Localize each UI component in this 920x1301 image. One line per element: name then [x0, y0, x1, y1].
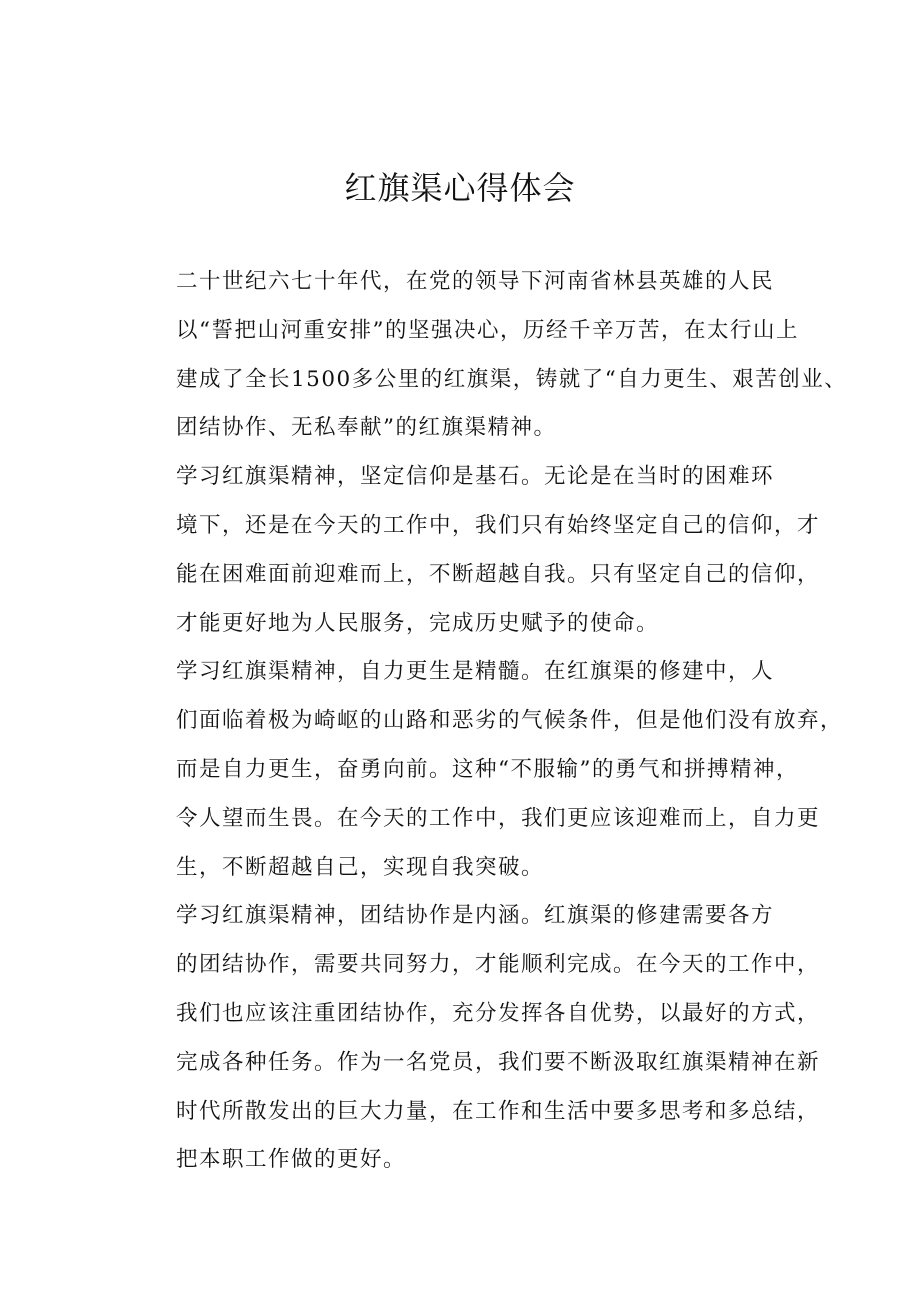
text-line: 二十世纪六七十年代，在党的领导下河南省林县英雄的人民: [176, 269, 775, 294]
text-line: 时代所散发出的巨大力量，在工作和生活中要多思考和多总结，: [176, 1098, 821, 1124]
text-line: 令人望而生畏。在今天的工作中，我们更应该迎难而上，自力更: [176, 805, 821, 831]
text-line: 生，不断超越自己，实现自我突破。: [176, 854, 545, 880]
paragraph-self-reliance: [133, 648, 844, 892]
text-line: 的团结协作，需要共同努力，才能顺利完成。在今天的工作中，: [176, 952, 821, 978]
text-line: 学习红旗渠精神，坚定信仰是基石。无论是在当时的困难环: [176, 464, 775, 490]
document-body: [133, 258, 848, 1185]
text-line: 团结协作、无私奉献”的红旗渠精神。: [176, 415, 557, 441]
document-title: 红旗渠心得体会: [344, 169, 576, 207]
paragraph-faith: [133, 453, 821, 648]
paragraph-intro: [133, 258, 848, 453]
paragraph-teamwork: [133, 892, 821, 1185]
text-line: 以“誓把山河重安排”的坚强决心，历经千辛万苦，在太行山上: [176, 317, 799, 343]
text-line: 学习红旗渠精神，团结协作是内涵。红旗渠的修建需要各方: [176, 903, 775, 929]
text-line: 境下，还是在今天的工作中，我们只有始终坚定自己的信仰，才: [176, 512, 821, 538]
text-line: 建成了全长1500多公里的红旗渠，铸就了“自力更生、艰苦创业、: [176, 366, 848, 392]
text-line: 们面临着极为崎岖的山路和恶劣的气候条件，但是他们没有放弃，: [176, 708, 844, 734]
text-line: 把本职工作做的更好。: [176, 1147, 407, 1173]
text-line: 我们也应该注重团结协作，充分发挥各自优势，以最好的方式，: [176, 1000, 821, 1026]
text-line: 学习红旗渠精神，自力更生是精髓。在红旗渠的修建中，人: [176, 659, 775, 685]
text-line: 能在困难面前迎难而上，不断超越自我。只有坚定自己的信仰，: [176, 561, 821, 587]
text-line: 才能更好地为人民服务，完成历史赋予的使命。: [176, 610, 660, 636]
text-line: 完成各种任务。作为一名党员，我们要不断汲取红旗渠精神在新: [176, 1049, 821, 1075]
text-line: 而是自力更生，奋勇向前。这种“不服输”的勇气和拼搏精神，: [176, 756, 799, 782]
